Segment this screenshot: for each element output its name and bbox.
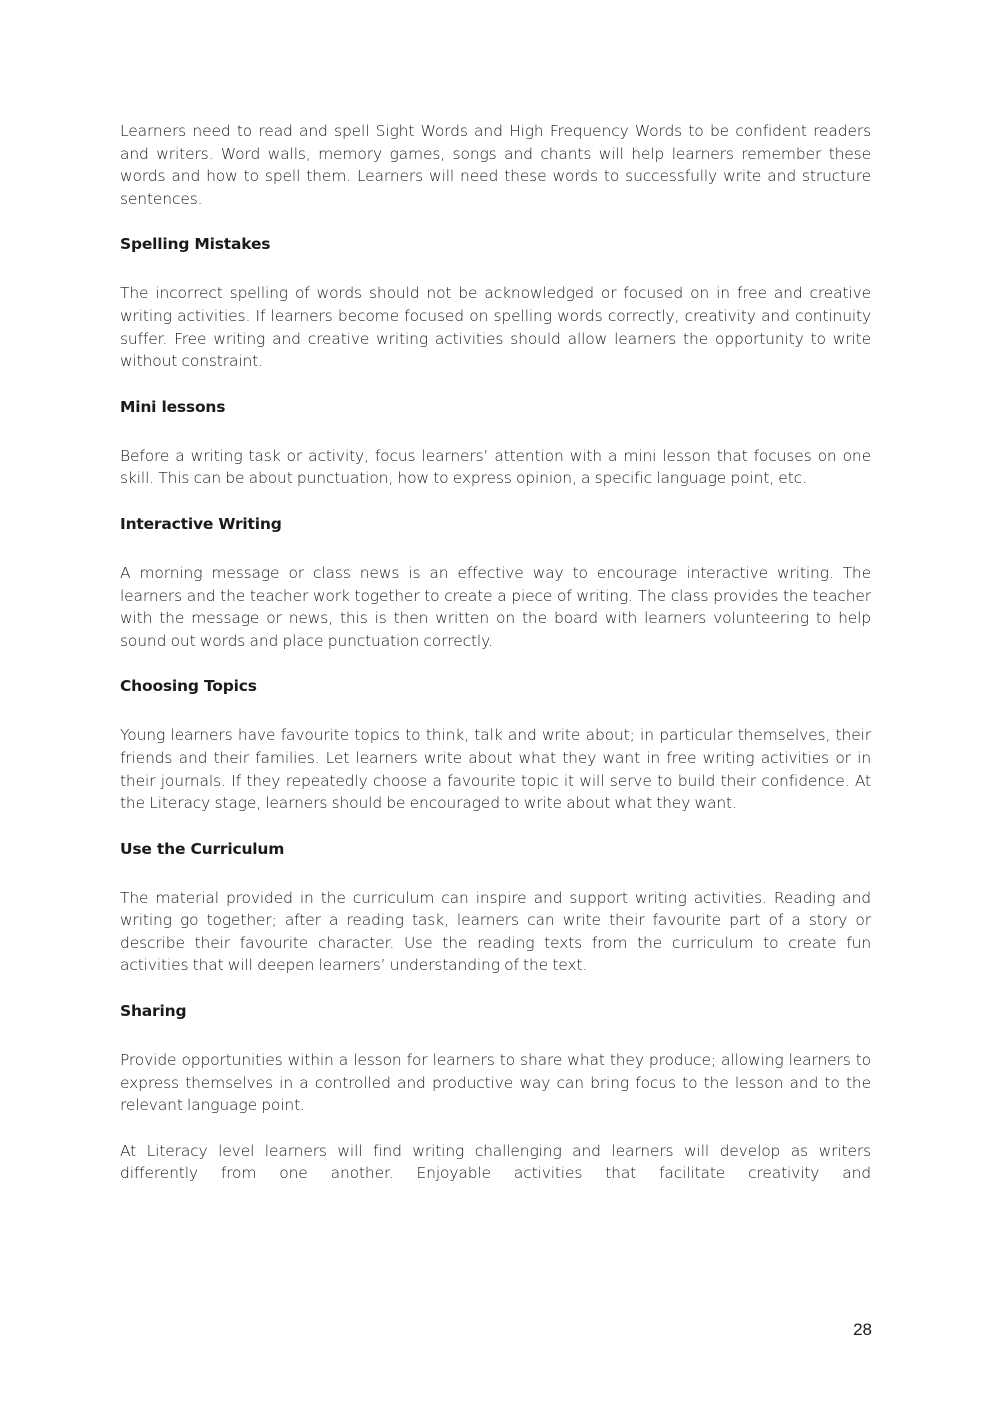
paragraph-sharing-2: At Literacy level learners will find writing challenging and learners will develop as writers differently from one another. Enjoyable activities that facilitate creativity and bbox=[120, 1141, 871, 1183]
paragraph-sharing-1: Provide opportunities within a lesson for learners to share what they produce; allowing learners to express themselves in a controlled and productive way can bring focus to the lesson and to the relevant language point. bbox=[120, 1051, 871, 1115]
heading-sharing: Sharing bbox=[120, 1002, 187, 1021]
paragraph-mini-lessons: Before a writing task or activity, focus learners’ attention with a mini lesson that focuses on one skill. This can be about punctuation, how to express opinion, a specific language point, etc. bbox=[120, 446, 871, 488]
heading-choosing-topics: Choosing Topics bbox=[120, 677, 257, 696]
paragraph-interactive-writing: A morning message or class news is an effective way to encourage interactive writing. The learners and the teacher work together to create a piece of writing. The class provides the teacher with the message or news, this is then written on the board with learners volunteering to help sound out words and place punctuation correctly. bbox=[120, 563, 871, 650]
heading-mini-lessons: Mini lessons bbox=[120, 397, 226, 416]
paragraph-spelling-mistakes: The incorrect spelling of words should not be acknowledged or focused on in free and creative writing activities. If learners become focused on spelling words correctly, creativity and continuity suffer. Free writing and creative writing activities should allow learners the opportunity to write without constraint. bbox=[120, 284, 871, 371]
heading-use-the-curriculum: Use the Curriculum bbox=[120, 839, 285, 858]
document-body bbox=[120, 120, 871, 1185]
heading-interactive-writing: Interactive Writing bbox=[120, 514, 282, 533]
heading-spelling-mistakes: Spelling Mistakes bbox=[120, 235, 271, 254]
page-number: 28 bbox=[853, 1320, 872, 1339]
intro-paragraph: Learners need to read and spell Sight Words and High Frequency Words to be confident readers and writers. Word walls, memory games, songs and chants will help learners remember these words and how to spell them. Learners will need these words to successfully write and structure sentences. bbox=[120, 122, 871, 208]
paragraph-use-the-curriculum: The material provided in the curriculum can inspire and support writing activities. Reading and writing go together; after a reading task, learners can write their favourite part of a story or describe their favourite character. Use the reading texts from the curriculum to create fun activities that will deepen learners’ understanding of the text. bbox=[120, 888, 871, 975]
paragraph-choosing-topics: Young learners have favourite topics to think, talk and write about; in particular themselves, their friends and their families. Let learners write about what they want in free writing activities or in their journals. If they repeatedly choose a favourite topic it will serve to build their confidence. At the Literacy stage, learners should be encouraged to write about what they want. bbox=[120, 726, 871, 813]
